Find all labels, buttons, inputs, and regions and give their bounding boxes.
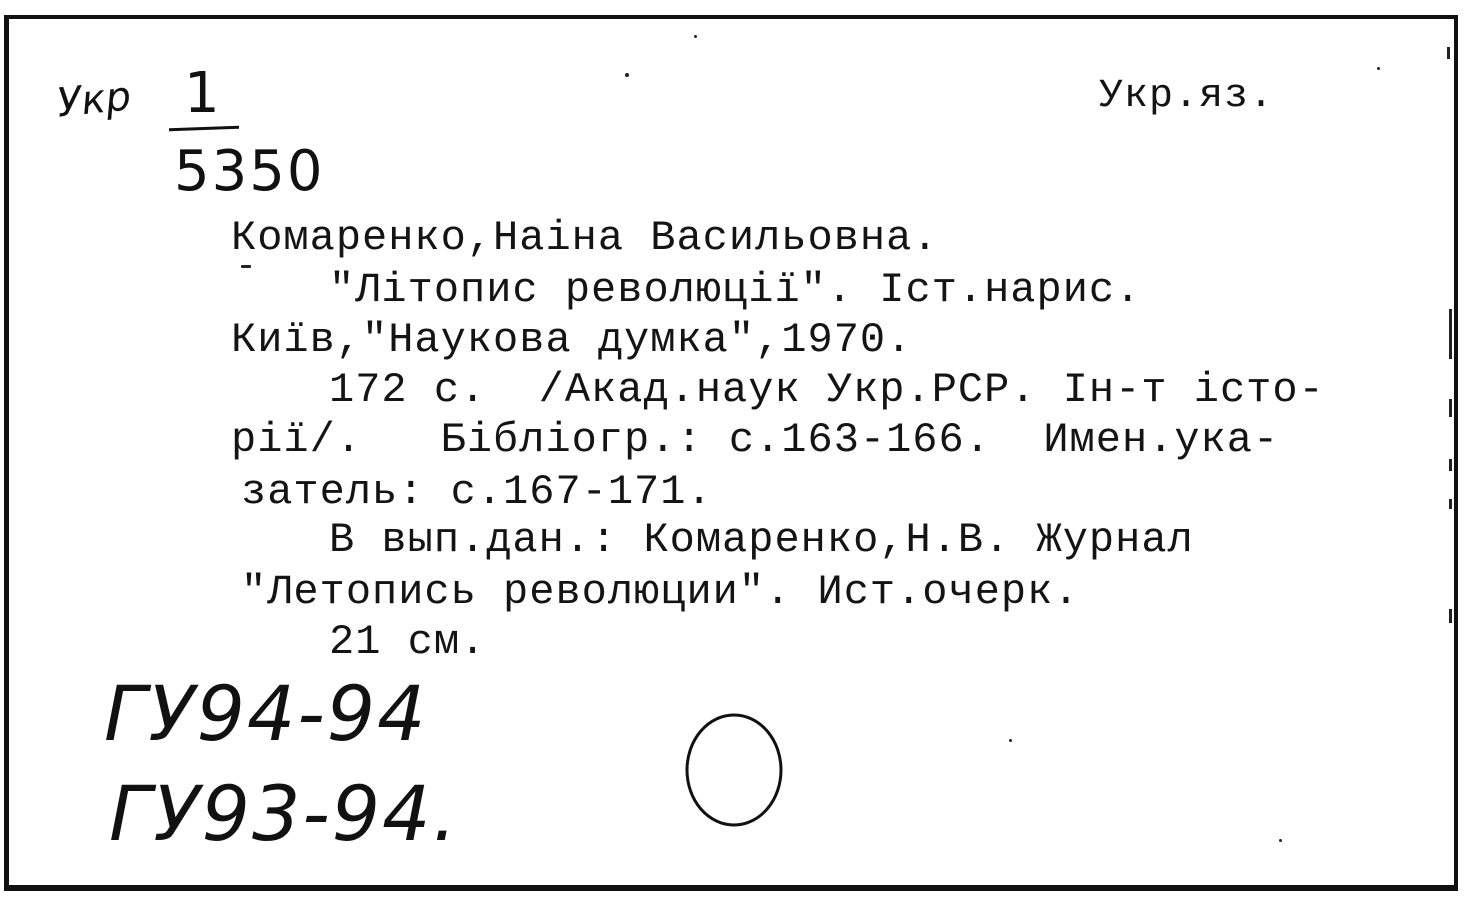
language-note: Укр.яз. (1099, 74, 1275, 119)
card-line: затель: с.167-171. (241, 468, 713, 516)
catalog-card (4, 15, 1458, 891)
edge-mark (1449, 309, 1452, 359)
card-line: Комаренко,Наіна Васильовна. (231, 214, 939, 262)
shelf-mark-fraction-line (169, 126, 239, 131)
card-line: 21 см. (329, 618, 487, 666)
edge-mark (1449, 399, 1452, 417)
shelf-mark-denominator: 5350 (174, 139, 325, 204)
scan-speck (694, 35, 697, 38)
edge-mark (1449, 609, 1452, 623)
shelf-mark-numerator: 1 (184, 61, 220, 126)
edge-mark (1449, 499, 1452, 509)
card-line: "Літопис революції". Іст.нарис. (329, 266, 1142, 314)
handwritten-code: ГУ94-94 (104, 669, 428, 758)
card-line: "Летопись революции". Ист.очерк. (241, 568, 1080, 616)
edge-mark (1447, 47, 1450, 59)
card-line: 172 с. /Акад.наук Укр.РСР. Ін-т істо- (329, 366, 1325, 414)
card-line: Київ,"Наукова думка",1970. (231, 316, 913, 364)
shelf-mark-prefix: Укр (54, 73, 134, 127)
card-hole (679, 709, 789, 834)
card-line: рії/. Бібліогр.: с.163-166. Имен.ука- (231, 416, 1280, 464)
handwritten-code: ГУ93-94. (109, 769, 459, 858)
scan-speck (1279, 839, 1282, 842)
edge-mark (1449, 459, 1452, 471)
scan-speck (241, 265, 251, 268)
scan-speck (625, 73, 629, 77)
scan-speck (1377, 67, 1380, 70)
card-line: В вып.дан.: Комаренко,Н.В. Журнал (329, 516, 1194, 564)
scan-speck (1009, 739, 1012, 742)
